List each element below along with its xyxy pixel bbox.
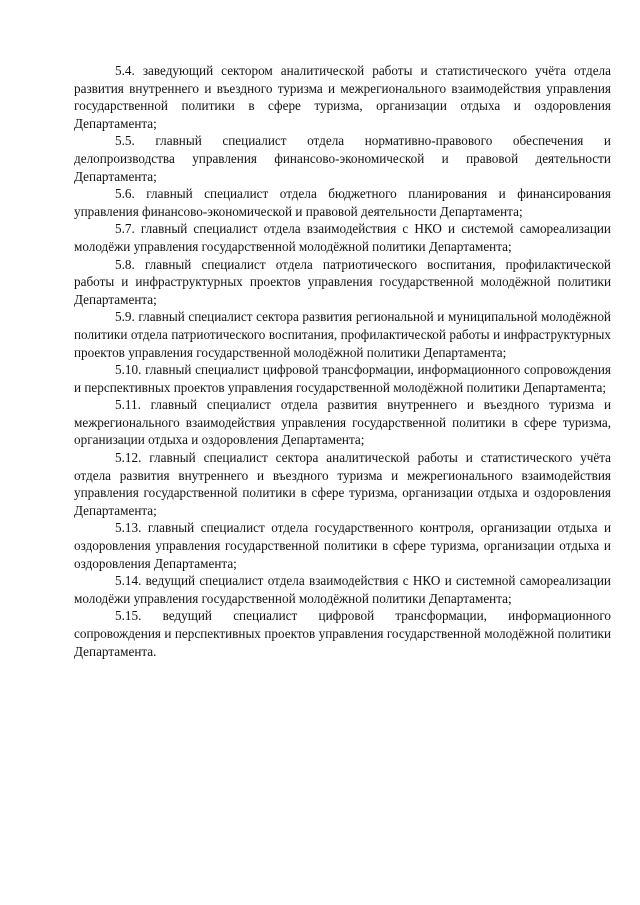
document-body — [74, 62, 611, 660]
paragraph-5-6: 5.6. главный специалист отдела бюджетного планирования и финансирования управления финансово-экономической и правовой деятельности Департамента; — [74, 186, 611, 219]
paragraph-5-7: 5.7. главный специалист отдела взаимодействия с НКО и системой самореализации молодёжи управления государственной молодёжной политики Департамента; — [74, 221, 611, 254]
paragraph-5-5: 5.5. главный специалист отдела нормативно-правового обеспечения и делопроизводства управления финансово-экономической и правовой деятельности Департамента; — [74, 133, 611, 184]
paragraph-5-10: 5.10. главный специалист цифровой трансформации, информационного сопровождения и перспективных проектов управления государственной молодёжной политики Департамента; — [74, 362, 611, 395]
paragraph-5-4: 5.4. заведующий сектором аналитической работы и статистического учёта отдела развития внутреннего и въездного туризма и межрегионального взаимодействия управления государственной политики в сфере туризма, организации отдыха и оздоровления Департамента; — [74, 63, 611, 131]
paragraph-5-8: 5.8. главный специалист отдела патриотического воспитания, профилактической работы и инфраструктурных проектов управления государственной молодёжной политики Департамента; — [74, 256, 611, 307]
paragraph-5-12: 5.12. главный специалист сектора аналитической работы и статистического учёта отдела развития внутреннего и въездного туризма и межрегионального взаимодействия управления государственной политики в сфере туризма, организации отдыха и оздоровления Департамента; — [74, 450, 611, 518]
paragraph-5-15: 5.15. ведущий специалист цифровой трансформации, информационного сопровождения и перспективных проектов управления государственной молодёжной политики Департамента. — [74, 608, 611, 659]
paragraph-5-14: 5.14. ведущий специалист отдела взаимодействия с НКО и системной самореализации молодёжи управления государственной молодёжной политики Департамента; — [74, 573, 611, 606]
paragraph-5-13: 5.13. главный специалист отдела государственного контроля, организации отдыха и оздоровления управления государственной политики в сфере туризма, организации отдыха и оздоровления Департамента; — [74, 520, 611, 571]
paragraph-5-9: 5.9. главный специалист сектора развития региональной и муниципальной молодёжной политики отдела патриотического воспитания, профилактической работы и инфраструктурных проектов управления государственной молодёжной политики Департамента; — [74, 309, 611, 360]
paragraph-5-11: 5.11. главный специалист отдела развития внутреннего и въездного туризма и межрегионального взаимодействия управления государственной политики в сфере туризма, организации отдыха и оздоровления Департамента; — [74, 397, 611, 448]
